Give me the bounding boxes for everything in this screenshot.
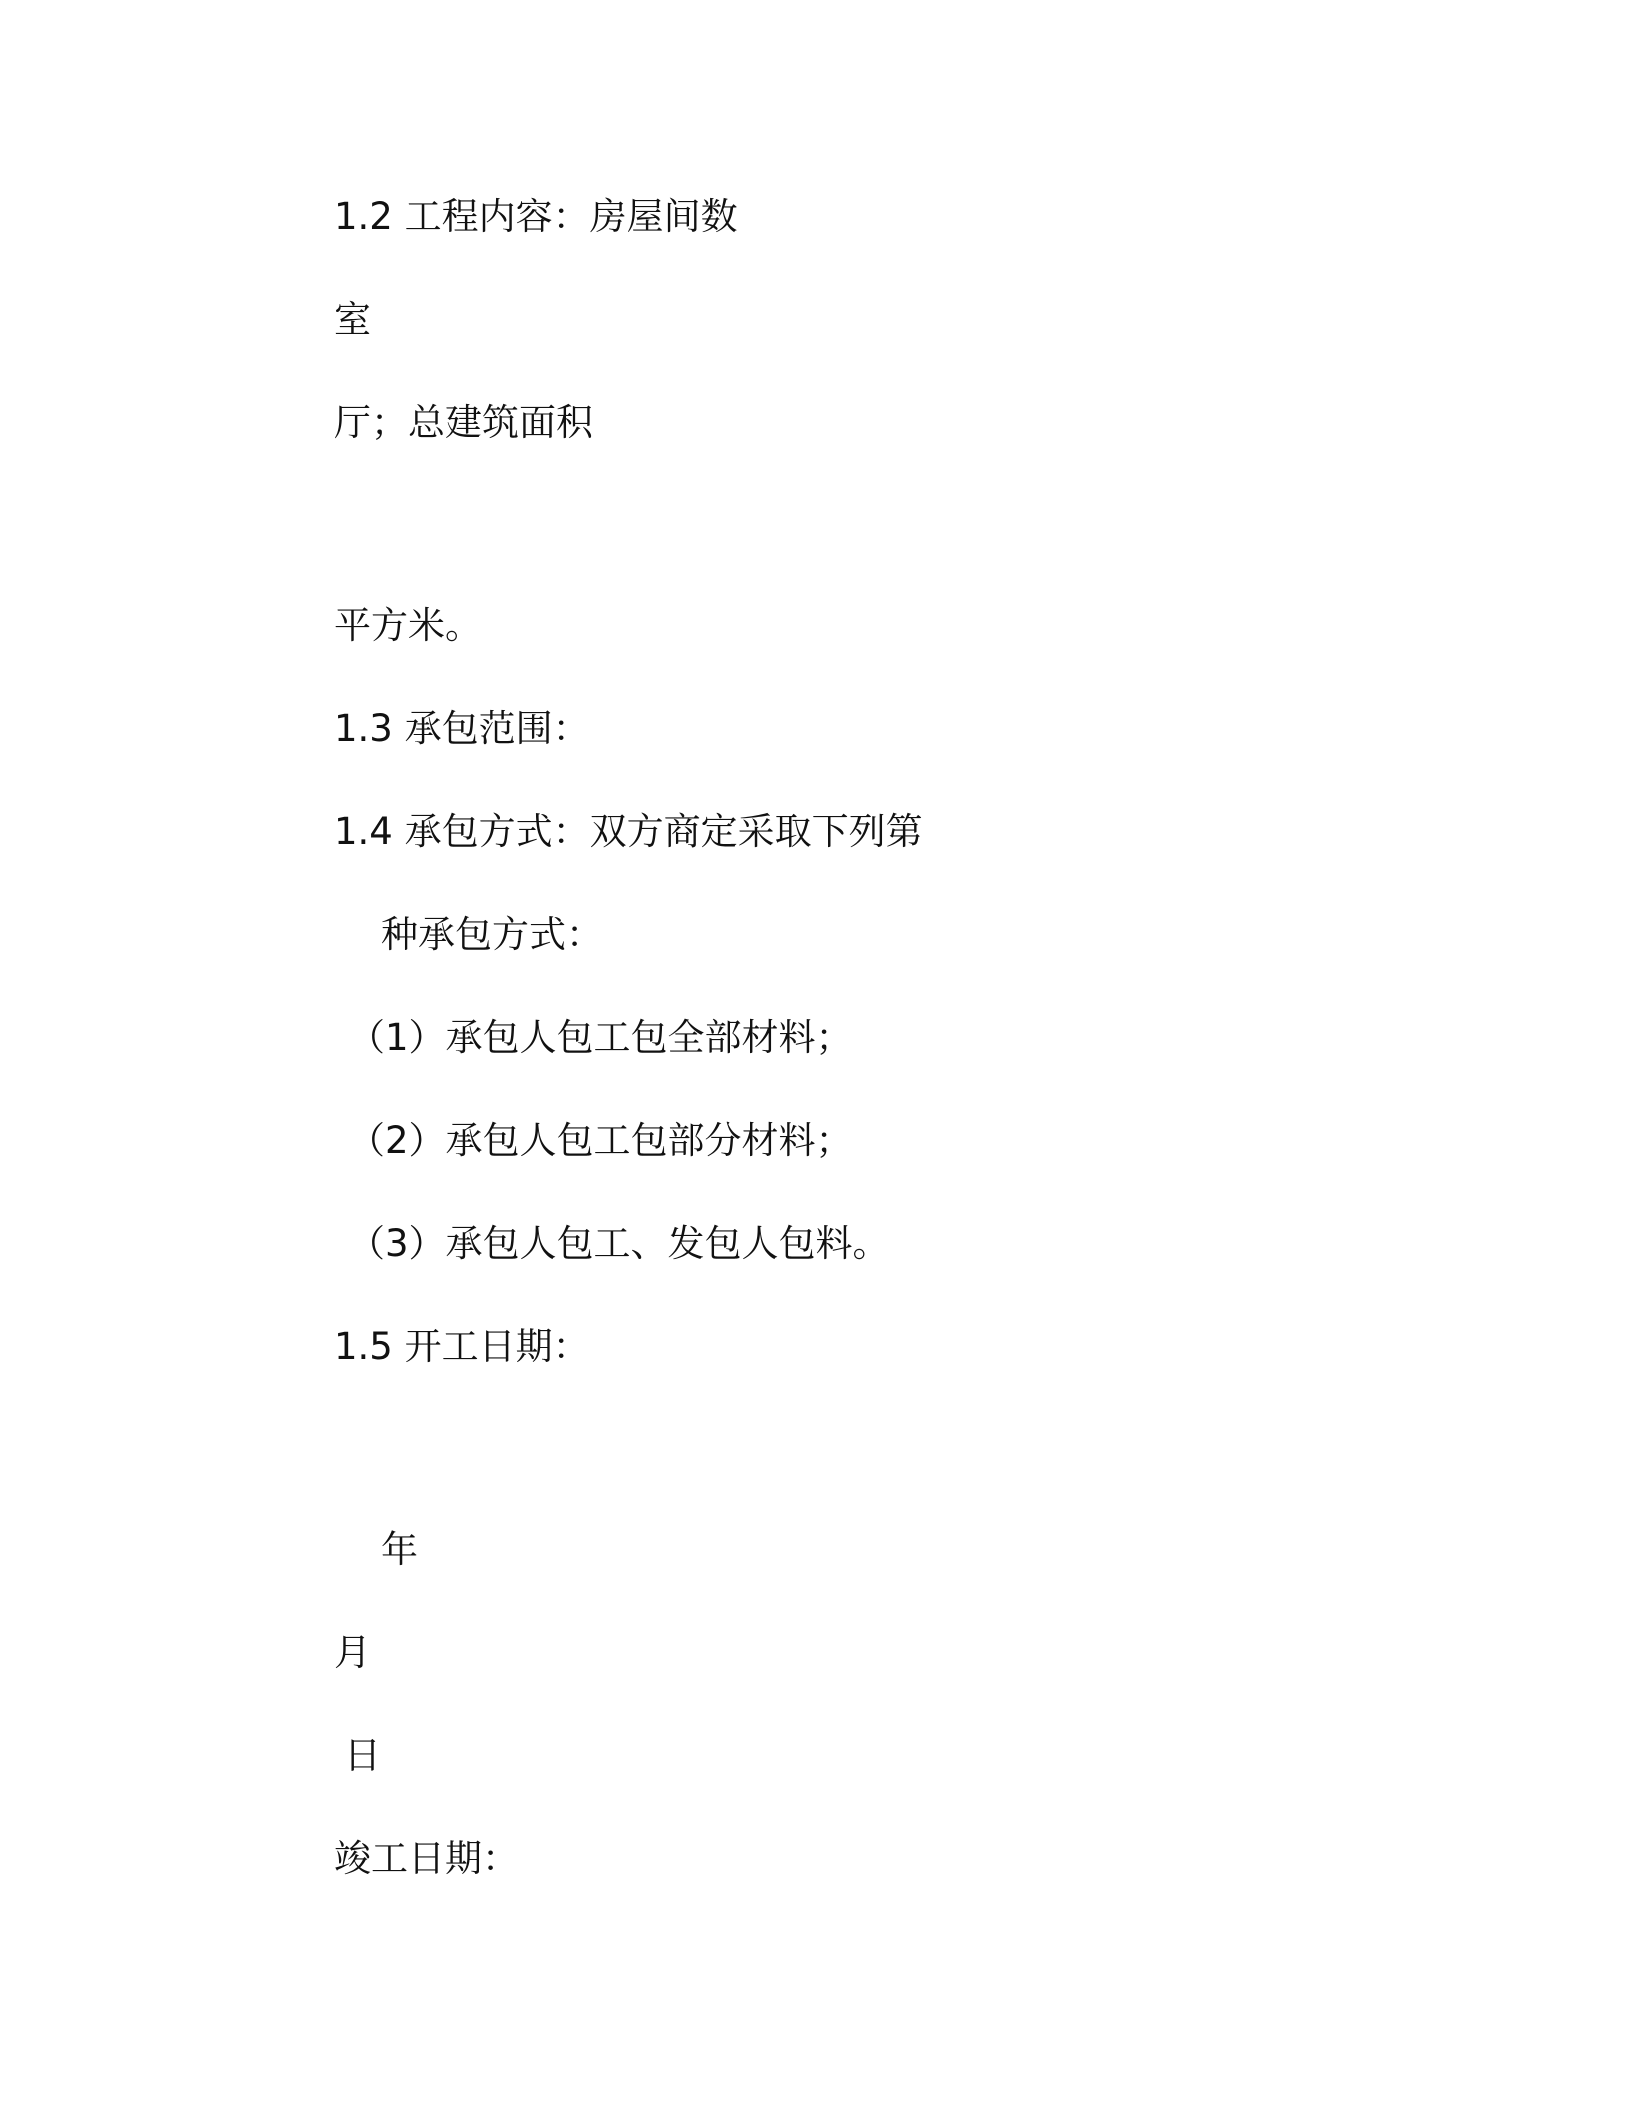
day-label: 日: [344, 1734, 381, 1777]
year-label: 年: [381, 1528, 418, 1571]
clause-1-5-start-date: 1.5 开工日期：: [334, 1325, 590, 1368]
option-2: （2）承包人包工包部分材料；: [348, 1119, 853, 1162]
method-continuation: 种承包方式：: [381, 913, 603, 956]
clause-1-4-method: 1.4 承包方式：双方商定采取下列第: [334, 810, 923, 853]
clause-1-2-project-content: 1.2 工程内容：房屋间数: [334, 195, 738, 238]
completion-date-label: 竣工日期：: [334, 1837, 519, 1880]
halls-total-area-label: 厅；总建筑面积: [334, 401, 593, 444]
option-1: （1）承包人包工包全部材料；: [348, 1016, 853, 1059]
clause-1-3-scope: 1.3 承包范围：: [334, 707, 590, 750]
month-label: 月: [334, 1631, 371, 1674]
rooms-label: 室: [334, 298, 371, 341]
option-3: （3）承包人包工、发包人包料。: [348, 1222, 890, 1265]
square-meters-label: 平方米。: [334, 604, 482, 647]
